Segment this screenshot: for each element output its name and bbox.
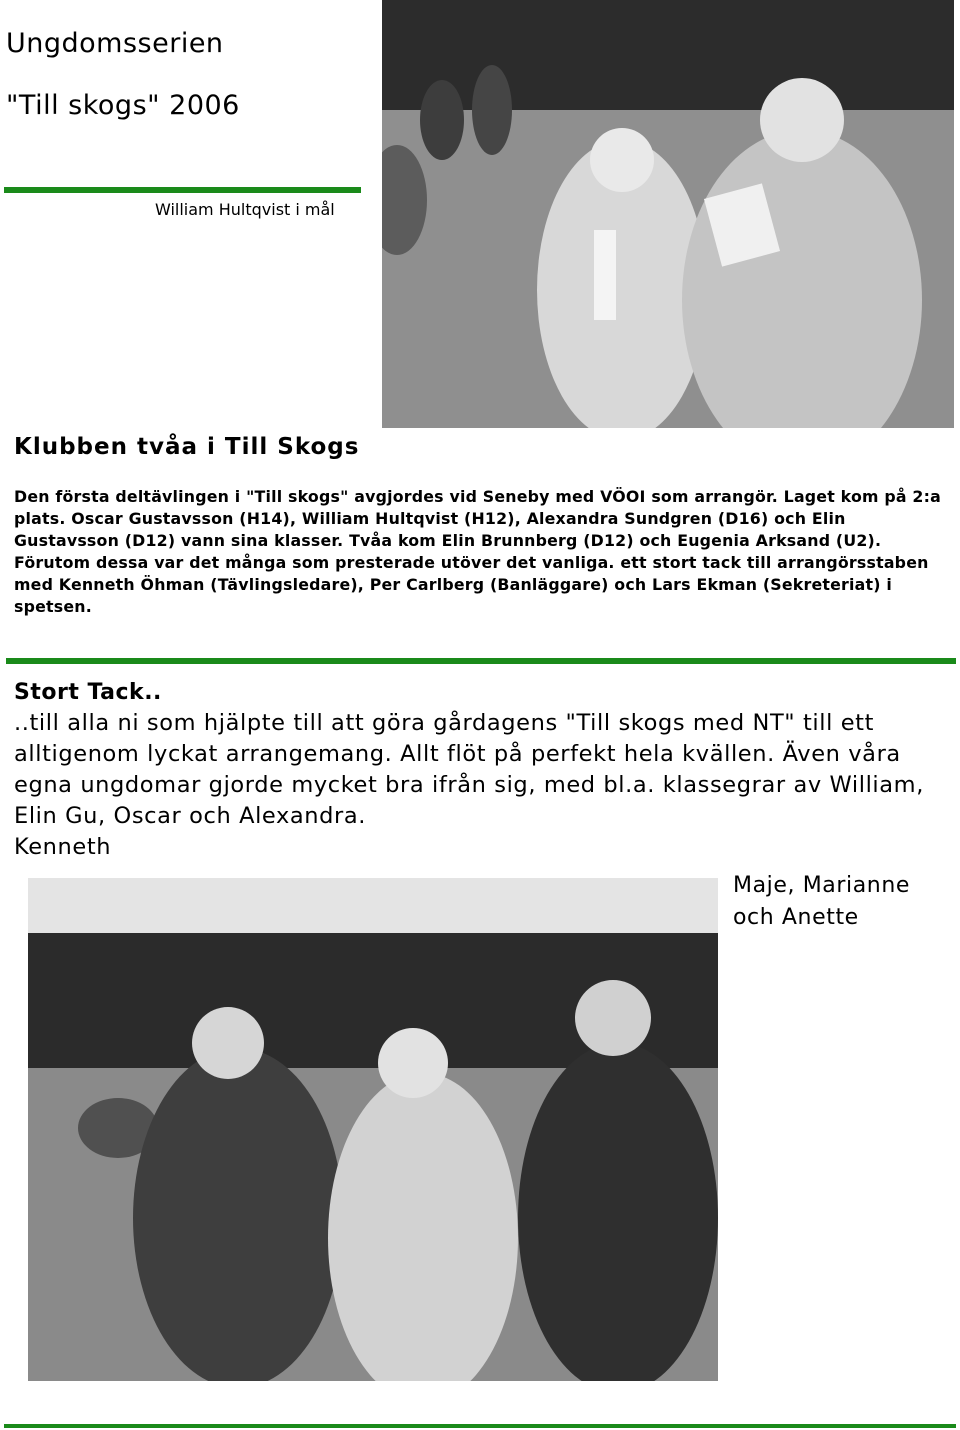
photo2-woman-left <box>133 1048 343 1381</box>
article1-body: Den första deltävlingen i "Till skogs" avgjordes vid Seneby med VÖOI som arrangör. Laget kom på 2:a plats. Oscar Gustavsson (H14), William Hultqvist (H12), Alexandra Sundgren (D16) och Elin Gustavsson (D12) vann sina klasser. Tvåa kom Elin Brunnberg (D12) och Eugenia Arksand (U2). Förutom dessa var det många som presterade utöver det vanliga. ett stort tack till arrangörsstaben med Kenneth Öhman (Tävlingsledare), Per Carlberg (Banläggare) och Lars Ekman (Sekreteriat) i spetsen. <box>14 487 942 616</box>
photo2-woman-right <box>518 1043 718 1381</box>
photo1-person-bg1 <box>420 80 464 160</box>
photo1-treeline <box>382 0 954 120</box>
photo2-sky <box>28 878 718 938</box>
photo2-woman-middle-head <box>378 1028 448 1098</box>
divider-top <box>4 187 361 193</box>
photo1-illustration <box>382 0 954 428</box>
divider-bottom <box>4 1424 956 1428</box>
photo2-illustration <box>28 878 718 1381</box>
photo1-person-bg2 <box>472 65 512 155</box>
article2-signature: Kenneth <box>14 834 112 860</box>
photo2-woman-right-head <box>575 980 651 1056</box>
article2-body: ..till alla ni som hjälpte till att göra gårdagens "Till skogs med NT" till ett alltigenom lyckat arrangemang. Allt flöt på perfekt hela kvällen. Även våra egna ungdomar gjorde mycket bra ifrån sig, med bl.a. klassegrar av William, Elin Gu, Oscar och Alexandra. <box>14 710 924 829</box>
article1-heading: Klubben tvåa i Till Skogs <box>14 434 360 460</box>
photo1-girl-head <box>590 128 654 192</box>
page-title: Ungdomsserien <box>6 28 224 59</box>
photo1-caption: William Hultqvist i mål <box>155 200 335 219</box>
photo2-caption-line1: Maje, Marianne <box>733 873 911 898</box>
photo2-caption-line2: och Anette <box>733 905 859 930</box>
article2-text <box>14 708 954 863</box>
photo1-bottle <box>594 230 616 320</box>
photo-maje-marianne-anette <box>28 878 718 1381</box>
photo2-woman-left-head <box>192 1007 264 1079</box>
photo-william-finish <box>382 0 954 428</box>
divider-middle <box>6 658 956 664</box>
photo2-caption <box>733 870 910 934</box>
article2-heading: Stort Tack.. <box>14 680 162 705</box>
page-subtitle: "Till skogs" 2006 <box>6 90 240 121</box>
photo1-woman-head <box>760 78 844 162</box>
